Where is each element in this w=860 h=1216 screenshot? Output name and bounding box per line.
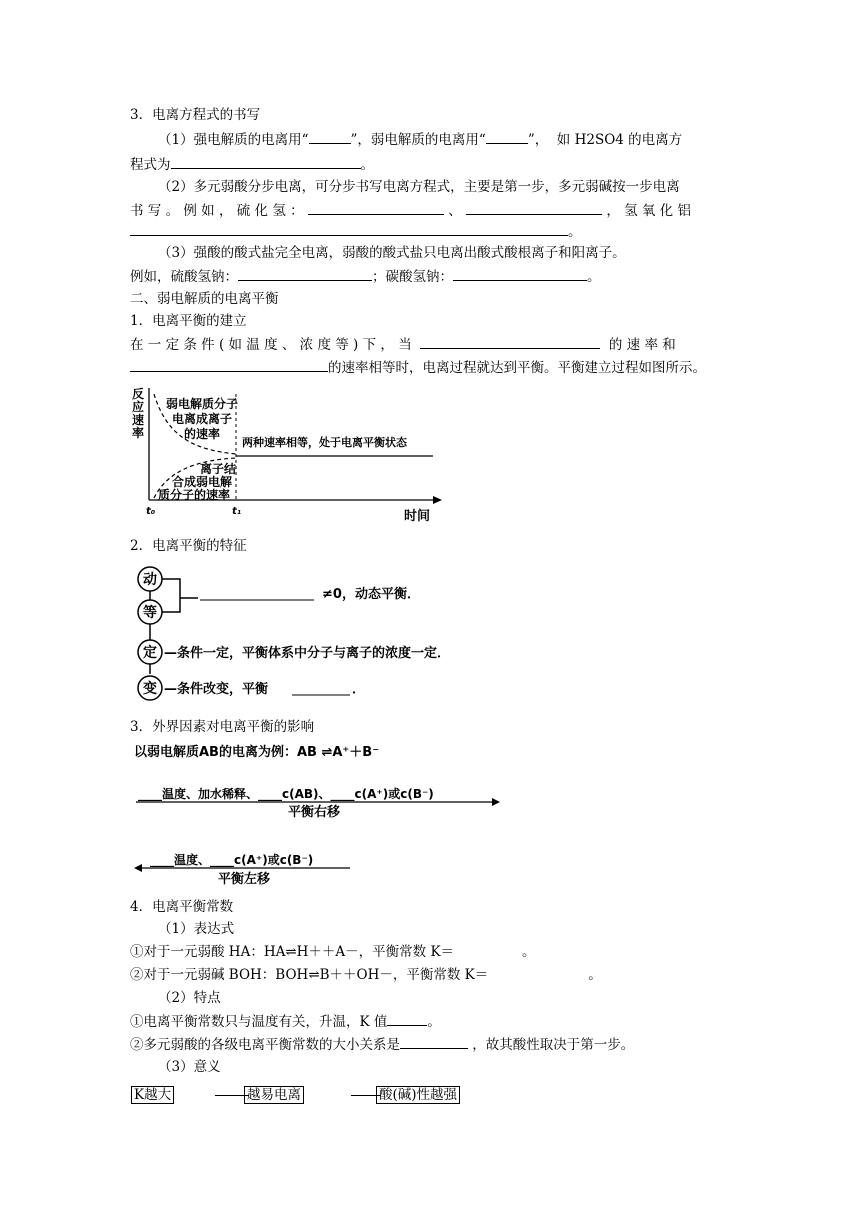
blank[interactable] <box>466 201 602 215</box>
paragraph-3-line2: 例如，硫酸氢钠： ；碳酸氢钠： 。 <box>130 269 601 285</box>
feature-temperature: ①电离平衡常数只与温度有关，升温，K 值 。 <box>130 1014 441 1030</box>
t1-label: t₁ <box>232 506 242 517</box>
box-stronger-acidity: 酸(碱)性越强 <box>376 1086 460 1104</box>
feature-3-text: —条件一定，平衡体系中分子与离子的浓度一定． <box>164 646 451 661</box>
equilibrium-state-label: 两种速率相等，处于电离平衡状态 <box>242 436 407 449</box>
blank[interactable] <box>453 267 587 281</box>
subheading-features: （2）特点 <box>158 990 221 1006</box>
paragraph-1-line1: （1）强电解质的电离用“ ”，弱电解质的电离用“ ”， 如 H2SO4 的电离方 <box>158 132 683 148</box>
blank[interactable] <box>238 267 372 281</box>
circle-label: 动 <box>143 572 157 588</box>
circle-label: 定 <box>143 645 157 661</box>
y-label-char: 速 <box>132 413 145 427</box>
blank[interactable] <box>308 201 444 215</box>
right-arrowhead <box>492 798 500 806</box>
subsection-title-4: 4．电离平衡常数 <box>130 899 234 915</box>
circle-label: 变 <box>143 681 157 697</box>
paragraph-2-line1: （2）多元弱酸分步电离，可分步书写电离方程式，主要是第一步，多元弱碱按一步电离 <box>158 179 680 195</box>
lower-curve-label: 质分子的速率 <box>158 488 231 502</box>
x-axis-label: 时间 <box>404 509 431 524</box>
blank[interactable] <box>486 130 528 144</box>
subsection-1-line1: 在 一 定 条 件 ( 如 温 度 、 浓 度 等 ) 下 ， 当 的 速 率 和 <box>130 337 676 353</box>
feature-4-text: —条件改变，平衡 <box>164 682 269 697</box>
lower-curve-label: 离子结 <box>200 462 237 476</box>
upper-curve-label: 电离成离子 <box>172 412 233 426</box>
paragraph-3-line1: （3）强酸的酸式盐完全电离，弱酸的酸式盐只电离出酸式酸根离子和阳离子。 <box>158 245 626 261</box>
y-label-char: 应 <box>132 400 145 414</box>
y-label-char: 反 <box>132 387 145 401</box>
upper-curve-label: 的速率 <box>184 427 221 441</box>
t0-label: t₀ <box>146 506 156 517</box>
subsection-title-3: 3．外界因素对电离平衡的影响 <box>130 719 315 735</box>
expression-acid: ①对于一元弱酸 HA：HA⇌H＋＋A－，平衡常数 K＝ 。 <box>130 944 536 960</box>
feature-4-end: ． <box>352 682 366 697</box>
section-title-2: 二、弱电解质的电离平衡 <box>130 291 279 307</box>
bracket <box>162 579 180 612</box>
blank[interactable] <box>171 155 361 169</box>
subheading-expression: （1）表达式 <box>158 921 235 937</box>
blank[interactable] <box>130 358 328 372</box>
paragraph-2-line3: 。 <box>130 222 582 241</box>
paragraph-2-line2: 书 写 。 例 如 ， 硫 化 氢 ： 、 ， 氢 氧 化 铝 <box>130 203 691 219</box>
rate-time-figure <box>128 380 448 525</box>
paragraph-1-line2: 程式为 。 <box>130 157 374 173</box>
right-shift-conditions: ____温度、加水稀释、____c(AB)、____c(A⁺)或c(B⁻) <box>138 787 434 801</box>
figure-3-heading: 以弱电解质AB的电离为例：AB ⇌A⁺＋B⁻ <box>134 745 380 760</box>
feature-1-text: ≠0，动态平衡． <box>322 587 420 602</box>
left-shift-label: 平衡左移 <box>218 872 271 887</box>
subsection-title-2: 2．电离平衡的特征 <box>130 538 247 554</box>
blank[interactable] <box>400 1035 468 1049</box>
equilibrium-features-figure <box>128 562 518 704</box>
subsection-1-line2: 的速率相等时，电离过程就达到平衡。平衡建立过程如图所示。 <box>130 358 706 377</box>
upper-curve-label: 弱电解质分子 <box>166 397 239 411</box>
blank[interactable] <box>387 1012 427 1026</box>
feature-stepwise: ②多元弱酸的各级电离平衡常数的大小关系是 ，故其酸性取决于第一步。 <box>130 1037 635 1053</box>
influence-factors-figure <box>128 740 508 892</box>
section-title-3: 3．电离方程式的书写 <box>130 107 261 123</box>
blank[interactable] <box>420 335 600 349</box>
x-axis-arrowhead <box>433 496 442 504</box>
y-label-char: 率 <box>132 426 145 440</box>
right-shift-label: 平衡右移 <box>288 805 341 820</box>
expression-base: ②对于一元弱碱 BOH：BOH⇌B＋＋OH－，平衡常数 K＝ 。 <box>130 967 602 983</box>
left-arrowhead <box>134 864 142 872</box>
lower-curve-label: 合成弱电解 <box>172 475 233 489</box>
blank[interactable] <box>130 222 568 236</box>
left-shift-conditions: ____温度、____c(A⁺)或c(B⁻) <box>150 853 314 867</box>
subsection-title-1: 1．电离平衡的建立 <box>130 313 247 329</box>
box-easier-ionize: 越易电离 <box>244 1086 304 1104</box>
subheading-meaning: （3）意义 <box>158 1059 221 1075</box>
circle-label: 等 <box>143 605 157 621</box>
blank[interactable] <box>309 130 351 144</box>
box-k-larger: K越大 <box>131 1086 174 1104</box>
